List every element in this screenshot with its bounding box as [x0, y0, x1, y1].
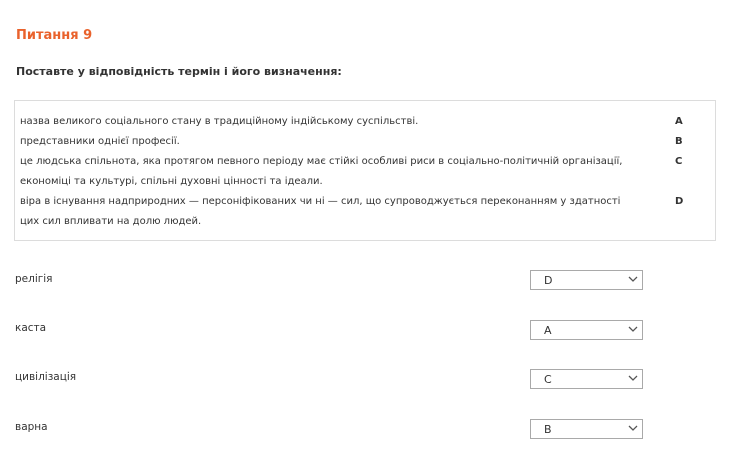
- definition-letter: D: [675, 196, 684, 207]
- answer-select[interactable]: [530, 270, 643, 290]
- definition-text: назва великого соціального стану в традиційному індійському суспільстві.: [20, 116, 419, 127]
- definition-text: представники однієї професії.: [20, 136, 180, 147]
- definition-row-b: [20, 132, 710, 152]
- definition-text: віра в існування надприродних — персоніфікованих чи ні — сил, що супроводжується переконанням у здатності цих сил впливати на долю людей.: [20, 196, 621, 227]
- chevron-down-icon: [628, 373, 638, 383]
- term-label: цивілізація: [15, 371, 77, 383]
- answer-select[interactable]: [530, 320, 643, 340]
- chevron-down-icon: [628, 423, 638, 433]
- chevron-down-icon: [628, 324, 638, 334]
- definition-letter: A: [675, 116, 683, 127]
- select-value: C: [544, 373, 552, 386]
- answer-select[interactable]: [530, 419, 643, 439]
- definition-letter: B: [675, 136, 683, 147]
- term-label: каста: [15, 322, 47, 334]
- question-text: Поставте у відповідність термін і його визначення:: [16, 65, 342, 78]
- term-label: варна: [15, 421, 48, 433]
- definition-row-d: [20, 192, 710, 232]
- chevron-down-icon: [628, 274, 638, 284]
- definition-row-a: [20, 112, 710, 132]
- select-value: A: [544, 324, 552, 337]
- definition-letter: C: [675, 156, 683, 167]
- select-value: B: [544, 423, 552, 436]
- definition-text: це людська спільнота, яка протягом певного періоду має стійкі особливі риси в соціально-політичній організації, економіці та культурі, спільні духовні цінності та ідеали.: [20, 156, 623, 187]
- question-title: Питання 9: [16, 28, 93, 43]
- definitions-box: [14, 100, 716, 241]
- select-value: D: [544, 274, 553, 287]
- term-label: релігія: [15, 273, 53, 285]
- answer-select[interactable]: [530, 369, 643, 389]
- definition-row-c: [20, 152, 710, 192]
